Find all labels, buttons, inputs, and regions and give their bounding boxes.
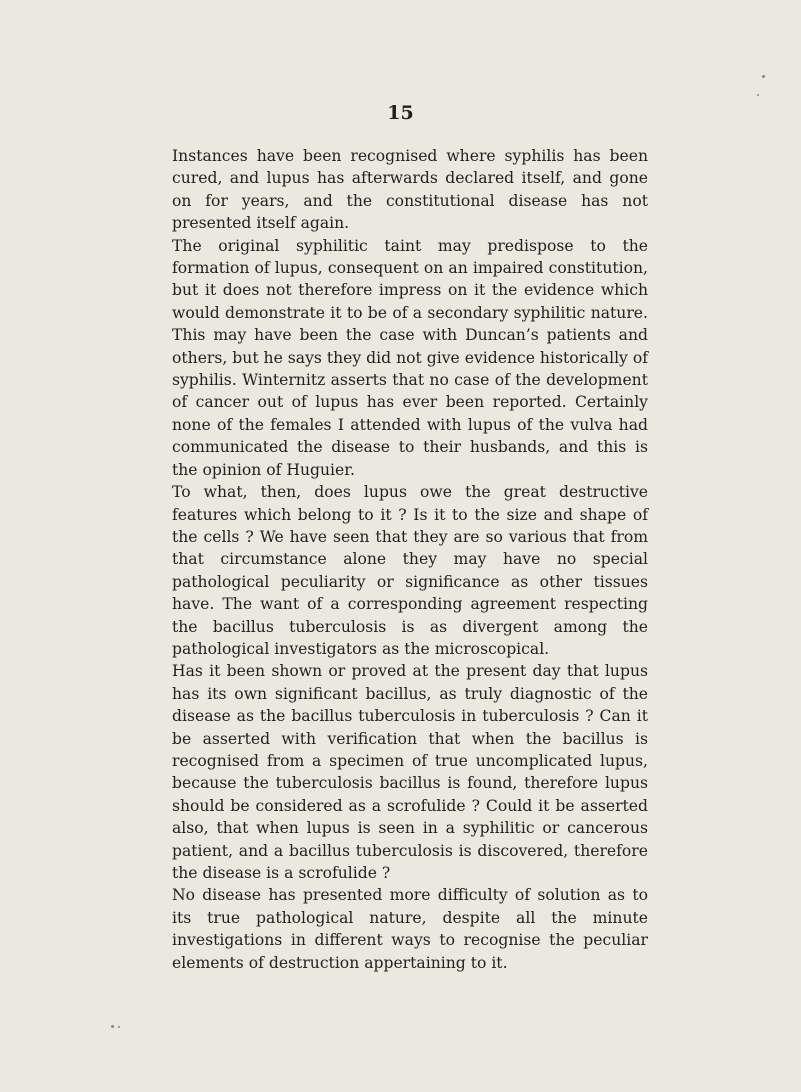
paper-speck	[757, 94, 759, 96]
paragraph-1: Instances have been recognised where syphilis has been cured, and lupus has afterwards declared itself, and gone on for years, and the constitutional disease has not presented itself again.	[172, 147, 648, 233]
page-number: 15	[387, 102, 414, 124]
paper-speck	[118, 1026, 120, 1028]
paragraph-5: No disease has presented more difficulty of solution as to its true pathological nature, despite all the minute investigations in different ways to recognise the peculiar elements of destruction appertaining to it.	[172, 886, 648, 972]
paragraph-3: To what, then, does lupus owe the great destructive features which belong to it ? Is it to the size and shape of the cells ? We have seen that they are so various that from that circumstance alone they may have no special pathological peculiarity or significance as other tissues have. The want of a corresponding agreement respecting the bacillus tuberculosis is as divergent among the pathological investigators as the microscopical.	[172, 483, 648, 658]
paragraph-4: Has it been shown or proved at the present day that lupus has its own significant bacillus, as truly diagnostic of the disease as the bacillus tuberculosis in tuberculosis ? Can it be asserted with verification that when the bacillus is recognised from a specimen of true uncomplicated lupus, because the tuberculosis bacillus is found, therefore lupus should be considered as a scrofulide ? Could it be asserted also, that when lupus is seen in a syphilitic or cancerous patient, and a bacillus tuberculosis is discovered, therefore the disease is a scrofulide ?	[172, 662, 648, 882]
paper-speck	[111, 1025, 114, 1028]
body-text	[172, 145, 648, 974]
paper-speck	[762, 75, 765, 78]
paragraph-2: The original syphilitic taint may predispose to the formation of lupus, consequent on an impaired constitution, but it does not therefore impress on it the evidence which would demonstrate it to be of a secondary syphilitic nature. This may have been the case with Duncan’s patients and others, but he says they did not give evidence historically of syphilis. Winternitz asserts that no case of the development of cancer out of lupus has ever been reported. Certainly none of the females I attended with lupus of the vulva had communicated the disease to their husbands, and this is the opinion of Huguier.	[172, 236, 648, 479]
